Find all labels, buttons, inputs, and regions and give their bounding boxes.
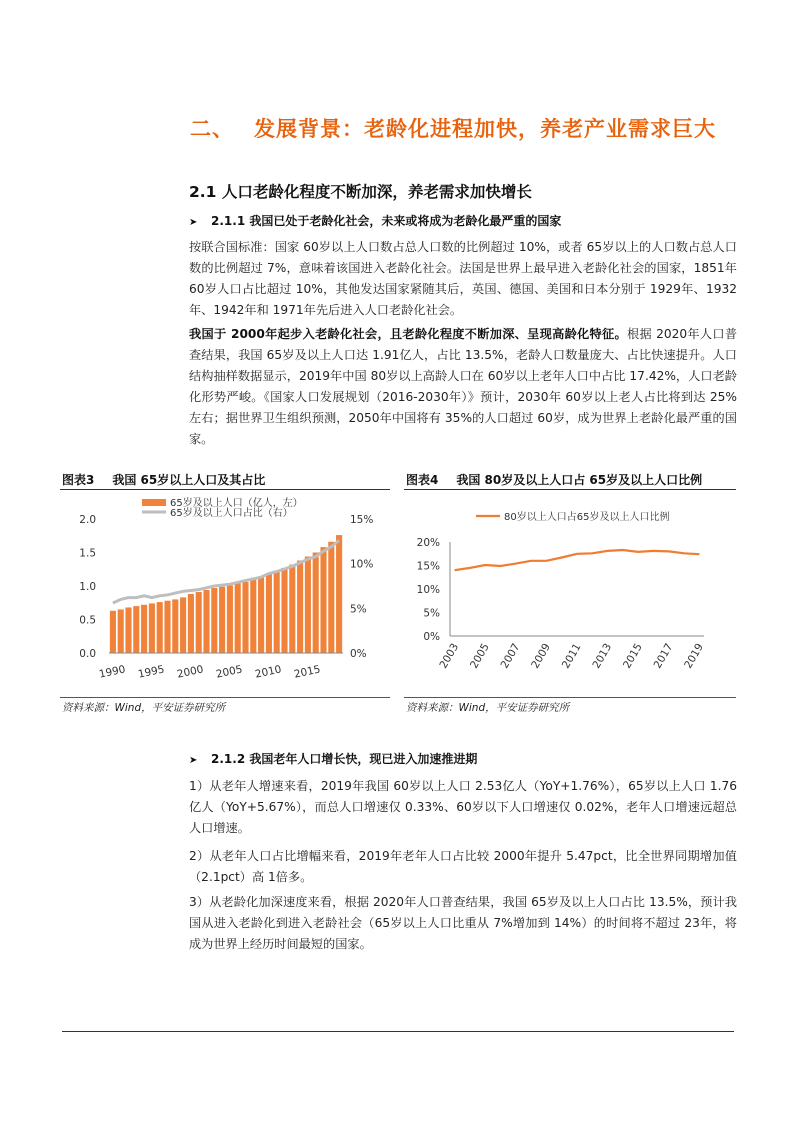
point1-heading [189,212,561,229]
y-left-tick-label: 1.0 [79,581,96,593]
bar [258,577,264,653]
x-tick-label: 1990 [97,663,127,681]
arrow-bullet-icon: ➤ [189,755,198,766]
x-tick-label: 1995 [136,663,166,681]
point1-para2-bold: 我国于 2000年起步入老龄化社会，且老龄化程度不断加深、呈现高龄化特征。 [189,327,627,341]
section-title: 发展背景：老龄化进程加快，养老产业需求巨大 [254,117,716,141]
bar [242,582,248,653]
section-number: 二、 [190,117,234,141]
figure4-top-rule [404,489,736,490]
bar [164,601,170,653]
y-tick-label: 15% [416,560,440,573]
x-tick-label: 2010 [253,663,283,681]
legend-label-bar: 65岁及以上人口（亿人，左） [170,498,303,509]
x-tick-label: 2017 [651,641,676,671]
bar [125,607,131,653]
point2-heading [189,750,477,767]
series-line [455,550,700,570]
bar [110,611,116,653]
figure3-title [62,471,265,488]
bar [250,579,256,653]
bar [328,542,334,653]
section-heading [190,113,716,143]
x-tick-label: 2005 [468,641,492,671]
y-right-tick-label: 5% [350,603,367,616]
bar [118,609,124,653]
y-left-tick-label: 0.0 [79,648,96,660]
bar [196,592,202,653]
bar [219,587,225,653]
legend-label-line: 65岁及以上人口占比（右） [170,508,293,519]
bar [336,535,342,653]
y-right-tick-label: 10% [350,558,374,571]
figure3-label: 图表3 [62,473,95,487]
legend-swatch-bar [142,499,166,506]
bar [211,588,217,653]
figure3-top-rule [60,489,390,490]
bar [297,561,303,653]
x-tick-label: 2007 [498,641,523,671]
bar [188,594,194,653]
y-tick-label: 20% [416,537,440,549]
point1-paragraph-2 [189,324,737,450]
y-left-tick-label: 0.5 [79,614,96,627]
y-tick-label: 0% [423,631,440,643]
bar [305,557,311,653]
bar [203,590,209,653]
figure3-chart [60,491,392,695]
y-tick-label: 10% [416,584,440,596]
bar [157,602,163,653]
bar [274,571,280,653]
x-tick-label: 2015 [292,663,322,681]
x-tick-label: 2005 [214,663,244,681]
figure4-source: 资料来源：Wind，平安证券研究所 [406,702,570,714]
figure3-source: 资料来源：Wind，平安证券研究所 [62,702,226,714]
subsection-title: 2.1 人口老龄化程度不断加深，养老需求加快增长 [189,183,532,201]
x-tick-label: 2011 [559,641,584,671]
x-tick-label: 2000 [175,663,205,681]
y-left-tick-label: 2.0 [79,514,96,526]
y-left-tick-label: 1.5 [79,547,96,560]
bar [149,603,155,653]
legend-label: 80岁以上人口占65岁及以上人口比例 [504,512,670,523]
bar [266,573,272,653]
bar [172,599,178,653]
footer-rule [62,1031,734,1032]
arrow-bullet-icon: ➤ [189,217,198,228]
x-tick-label: 2019 [682,641,707,671]
figure4-label: 图表4 [406,473,439,487]
x-tick-label: 2003 [437,641,462,671]
figure4-title [406,471,702,488]
point1-heading-text: 2.1.1 我国已处于老龄化社会，未来或将成为老龄化最严重的国家 [211,214,562,228]
point1-para2-rest: 根据 2020年人口普查结果，我国 65岁及以上人口达 1.91亿人，占比 13.5%，老龄人口数量庞大、占比快速提升。人口结构抽样数据显示，2019年中国 80岁以上高龄人口在 60岁以上老年人口中占比 17.42%，人口老龄化形势严峻。《国家人口发展规划（2016-2030年）》预计，2030年 60岁以上老人占比将到达 25%左右；据世界卫生组织预测，2050年中国将有 35%的人口超过 60岁，成为世界上老龄化最严重的国家。 [189,327,738,446]
bar [180,597,186,653]
x-tick-label: 2015 [621,641,645,671]
x-tick-label: 2013 [590,641,615,671]
figure3-bottom-rule [60,697,390,698]
bar [235,583,241,653]
point2-paragraph-1: 1）从老年人增速来看，2019年我国 60岁以上人口 2.53亿人（YoY+1.76%），65岁以上人口 1.76亿人（YoY+5.67%），而总人口增速仅 0.33%、60岁以下人口增速仅 0.02%，老年人口增速远超总人口增速。 [189,779,737,835]
figure4-chart [404,491,738,695]
point2-paragraph-3: 3）从老龄化加深速度来看，根据 2020年人口普查结果，我国 65岁及以上人口占比 13.5%，预计我国从进入老龄化到进入老龄社会（65岁以上人口比重从 7%增加到 14%）的时间将不超过 23年，将成为世界上经历时间最短的国家。 [189,895,737,951]
y-tick-label: 5% [423,607,440,620]
bar [281,568,287,653]
point2-heading-text: 2.1.2 我国老年人口增长快，现已进入加速推进期 [211,752,478,766]
bar [320,547,326,653]
bar [289,565,295,653]
figure4-bottom-rule [404,697,736,698]
figure3-title-text: 我国 65岁以上人口及其占比 [112,473,266,487]
y-right-tick-label: 0% [350,648,367,660]
bar [227,585,233,653]
bar [313,553,319,654]
point1-paragraph-1: 按联合国标准：国家 60岁以上人口数占总人口数的比例超过 10%，或者 65岁以上的人口数占总人口数的比例超过 7%，意味着该国进入老龄化社会。法国是世界上最早进入老龄化社会的国家，1851年 60岁人口占比超过 10%，其他发达国家紧随其后，英国、德国、美国和日本分别于 1929年、1932年、1942年和 1971年先后进入人口老龄化社会。 [189,240,737,317]
y-right-tick-label: 15% [350,514,374,526]
bar [133,606,139,653]
x-tick-label: 2009 [529,641,553,671]
point2-paragraph-2: 2）从老年人口占比增幅来看，2019年老年人口占比较 2000年提升 5.47pct，比全世界同期增加值（2.1pct）高 1倍多。 [189,849,737,884]
bar [141,605,147,653]
figure4-title-text: 我国 80岁及以上人口占 65岁及以上人口比例 [456,473,703,487]
